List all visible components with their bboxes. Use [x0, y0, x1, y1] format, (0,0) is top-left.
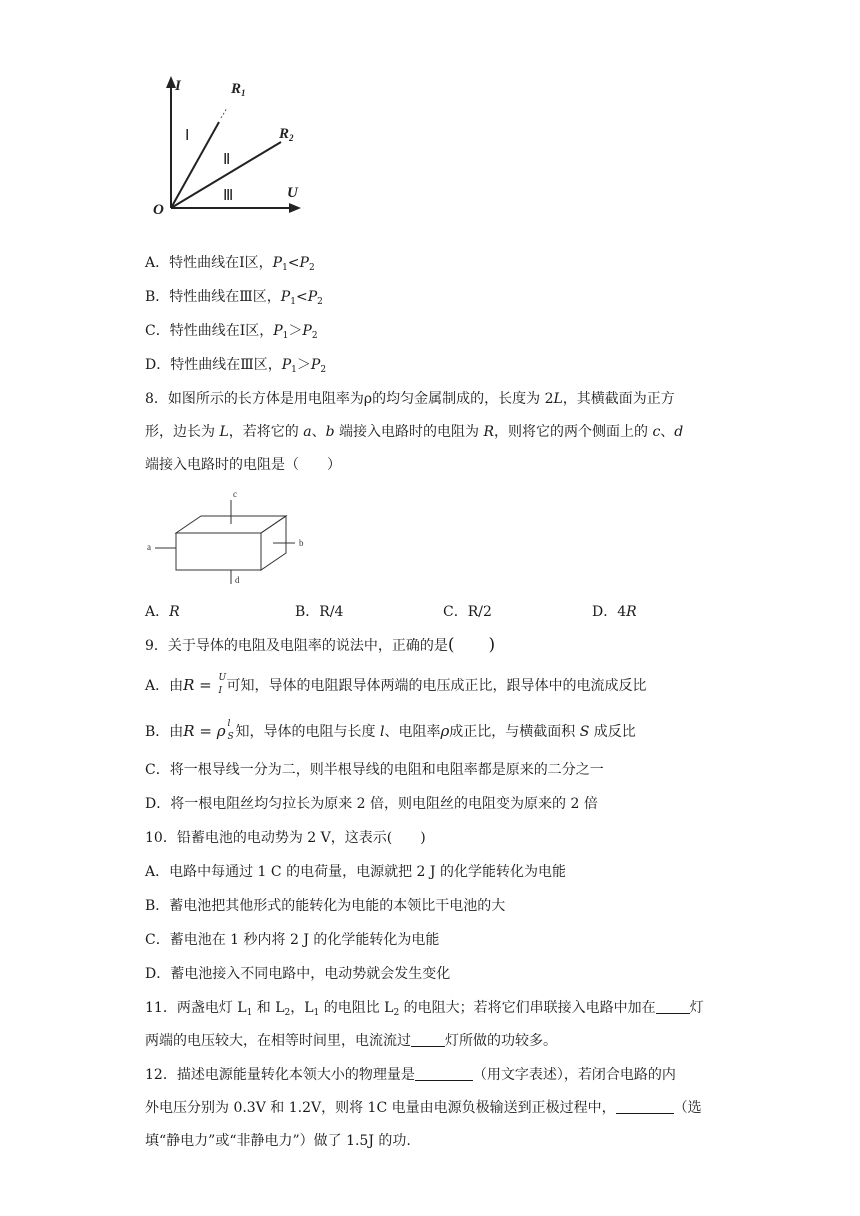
label-i: I — [175, 78, 181, 94]
q8-option-b: B．R/4 — [295, 604, 344, 620]
q9-option-a: A．由R = U I 可知，导体的电阻跟导体两端的电压成正比，跟导体中的电流成反比 — [145, 673, 647, 696]
q8-option-d: D．4R — [592, 604, 637, 620]
q8-option-c: C．R/2 — [443, 604, 492, 620]
q10-stem: 10．铅蓄电池的电动势为 2 V，这表示( ) — [145, 830, 426, 846]
q12-line-2: 外电压分别为 0.3V 和 1.2V，则将 1C 电量由电源负极输送到正极过程中， （选 — [145, 1100, 702, 1116]
label-a: a — [147, 542, 151, 552]
fraction-l-over-s: l S — [227, 719, 234, 742]
region-2-label: Ⅱ — [223, 152, 231, 168]
cuboid-figure — [145, 486, 315, 590]
q12-line-3: 填“静电力”或“非静电力”）做了 1.5J 的功. — [145, 1133, 411, 1149]
q8-stem-line-2: 形，边长为 L，若将它的 a、b 端接入电路时的电阻为 R，则将它的两个侧面上的 c、d — [145, 424, 684, 440]
label-o: O — [153, 202, 164, 218]
q10-option-a: A．电路中每通过 1 C 的电荷量，电源就把 2 J 的化学能转化为电能 — [145, 864, 566, 880]
answer-blank[interactable] — [616, 1099, 674, 1114]
q10-option-c: C．蓄电池在 1 秒内将 2 J 的化学能转化为电能 — [145, 932, 440, 948]
label-r1: $R_1$ — [231, 81, 246, 98]
q7-option-a: A．特性曲线在Ⅰ区，$P_1<P_2$ — [145, 255, 315, 273]
q8-option-a: A．R — [145, 604, 180, 620]
label-r2: $R_2$ — [279, 126, 294, 143]
cuboid-front-face — [176, 533, 261, 570]
iu-graph-figure — [145, 72, 310, 222]
region-3-label: Ⅲ — [223, 188, 234, 204]
q9-stem: 9．关于导体的电阻及电阻率的说法中，正确的是( ) — [145, 635, 496, 655]
label-c: c — [233, 489, 237, 499]
answer-blank[interactable] — [415, 1066, 473, 1081]
answer-blank[interactable] — [411, 1032, 445, 1047]
fraction-u-over-i: U I — [218, 673, 227, 696]
q11-line-1: 11．两盏电灯 $L_1$ 和 $L_2$，$L_1$ 的电阻比 $L_2$ 的电阻大；若将它们串联接入电路中加在 灯 — [145, 1000, 704, 1018]
answer-blank[interactable] — [656, 999, 690, 1014]
q9-option-d: D．将一根电阻丝均匀拉长为原来 2 倍，则电阻丝的电阻变为原来的 2 倍 — [145, 796, 598, 812]
q10-option-d: D．蓄电池接入不同电路中，电动势就会发生变化 — [145, 966, 451, 982]
q10-option-b: B．蓄电池把其他形式的能转化为电能的本领比干电池的大 — [145, 898, 506, 914]
line-r1 — [171, 122, 219, 208]
label-u: U — [287, 185, 298, 201]
label-d: d — [235, 575, 240, 585]
q7-option-d: D．特性曲线在Ⅲ区，$P_1>P_2$ — [145, 357, 327, 375]
u-axis-arrow — [289, 203, 301, 213]
q8-stem-line-1: 8．如图所示的长方体是用电阻率为ρ的均匀金属制成的，长度为 2L，其横截面为正方 — [145, 391, 675, 407]
q8-stem-line-3: 端接入电路时的电阻是（ ） — [145, 457, 341, 473]
q12-line-1: 12．描述电源能量转化本领大小的物理量是 （用文字表述），若闭合电路的内 — [145, 1067, 676, 1083]
q7-option-b: B．特性曲线在Ⅲ区，$P_1<P_2$ — [145, 289, 323, 307]
region-1-label: Ⅰ — [185, 128, 190, 144]
line-r1-dash — [221, 108, 227, 118]
q9-option-c: C．将一根导线一分为二，则半根导线的电阻和电阻率都是原来的二分之一 — [145, 762, 604, 778]
q7-option-c: C．特性曲线在Ⅰ区，$P_1>P_2$ — [145, 323, 318, 341]
q11-line-2: 两端的电压较大，在相等时间里，电流流过 灯所做的功较多。 — [145, 1033, 557, 1049]
q9-option-b: B．由R = ρ l S 知，导体的电阻与长度 l、电阻率ρ成正比，与横截面积 S 成反比 — [145, 719, 636, 742]
label-b: b — [299, 538, 304, 548]
